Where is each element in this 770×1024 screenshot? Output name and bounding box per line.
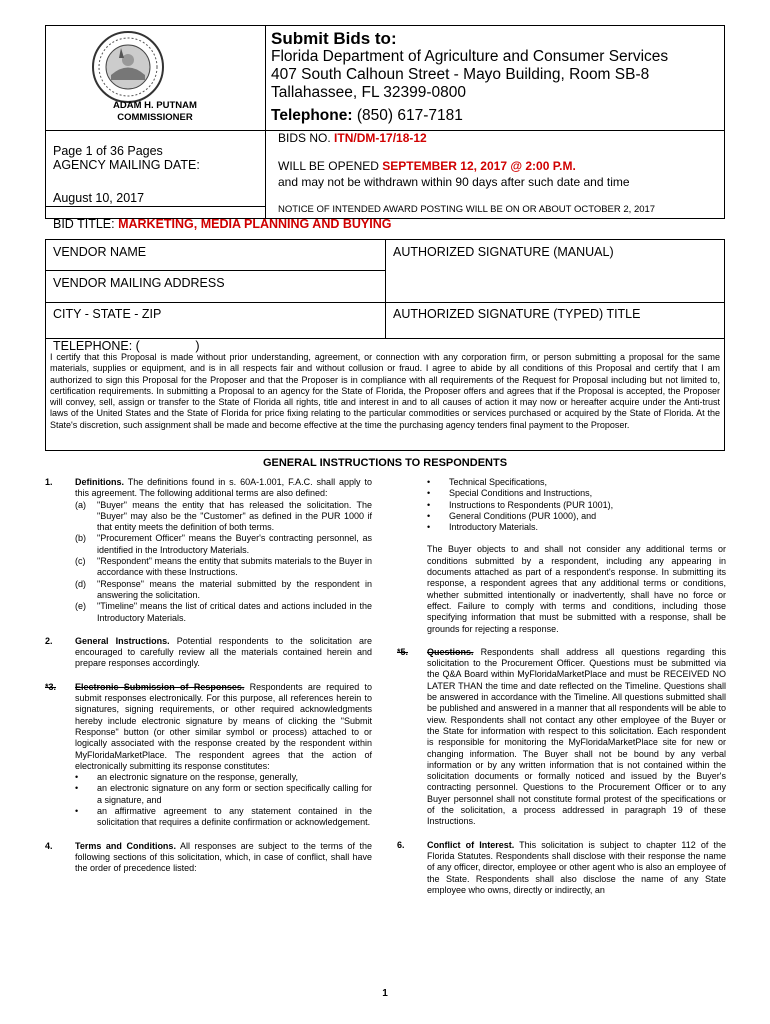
section-6-text: This solicitation is subject to chapter 112 of the Florida Statutes. Respondents shall disclose with their response the name of any officer, director, employee or other agent who is also an employee of the State. Respondents shall also disclose the name of any State employee who owns, directly or indirectly, an [427, 839, 727, 895]
commissioner-title: COMMISSIONER [117, 112, 193, 123]
definition-item: (e) "Timeline" means the list of critical dates and actions included in the Introductory Materials. [75, 601, 372, 623]
right-column [397, 477, 726, 896]
section-4 [45, 841, 372, 875]
definition-item: (b) "Procurement Officer" means the Buyer's contracting personnel, as identified in the Introductory Materials. [75, 533, 372, 555]
section-4-title: Terms and Conditions. [75, 840, 176, 851]
section-3-text: Respondents are required to submit responses electronically. For this purpose, all references herein to signatures, signing requirements, or other required acknowledgments hereby include electronic signature by means of clicking the "Submit Response" button (or other similar symbol or process) attached to or logically associated with the response created by the respondent within MyFloridaMarketPlace. The respondent agrees that the action of electronically submitting its response constitutes: [75, 681, 372, 771]
section-6 [397, 840, 726, 896]
definition-item: (a) "Buyer" means the entity that has released the solicitation. The "Buyer" may also be the "Customer" as defined in the PUR 1000 if that entity meets the definition of both terms. [75, 499, 372, 533]
vendor-rule-1 [45, 270, 385, 271]
address-line-3: Tallahassee, FL 32399-0800 [271, 84, 467, 101]
list-item: • Instructions to Respondents (PUR 1001), [427, 500, 726, 511]
list-item: • General Conditions (PUR 1000), and [427, 511, 726, 522]
page-number: 1 [382, 988, 388, 999]
vendor-telephone-label[interactable]: TELEPHONE: ( ) [53, 339, 200, 353]
bids-no-label: BIDS NO. [278, 131, 331, 145]
left-column [45, 477, 372, 875]
section-5 [397, 647, 726, 828]
agency-mailing-label: AGENCY MAILING DATE: [53, 158, 200, 172]
bids-no-value: ITN/DM-17/18-12 [334, 131, 427, 145]
telephone-line [271, 107, 463, 125]
list-item: • an electronic signature on the response, generally, [75, 772, 372, 783]
section-6-number: 6. [397, 839, 405, 850]
section-1 [45, 477, 372, 624]
section-3-bullets [75, 772, 372, 828]
vendor-rule-2 [45, 302, 725, 303]
signature-typed-label[interactable]: AUTHORIZED SIGNATURE (TYPED) TITLE [393, 307, 641, 321]
telephone-label: Telephone: [271, 107, 353, 124]
list-item: • an electronic signature on any form or section specifically calling for a signature, and [75, 783, 372, 806]
section-3 [45, 682, 372, 829]
vendor-mailing-label[interactable]: VENDOR MAILING ADDRESS [53, 276, 225, 290]
telephone-number: (850) 617-7181 [356, 107, 463, 124]
section-1-number: 1. [45, 477, 53, 487]
section-4-bullets [397, 477, 726, 533]
header-rule-left [45, 130, 265, 131]
section-5-text: Respondents shall address all questions regarding this solicitation to the Procurement Officer. Questions must be submitted via the Q&A Board within MyFloridaMarketPlace and must be RECEIVED NO LATER THAN the time and date reflected on the Timeline. Questions shall be answered in accordance with the Timeline. All questions submitted shall be published and answered in a manner that all respondents will be able to view. Respondents shall not contact any other employee of the Buyer or the State for information with respect to this solicitation. Each respondent is responsible for monitoring the MyFloridaMarketPlace site for new or changing information. The Buyer shall not be bound by any verbal information or by any written information that is not contained within the solicitation documents or formally noticed and issued by the Buyer's contracting personnel. Questions to the Procurement Officer or to any Buyer personnel shall not constitute formal protest of the specifications or of the solicitation, a process addressed in paragraph 19 of these Instructions. [427, 646, 726, 827]
opened-date: SEPTEMBER 12, 2017 @ 2:00 P.M. [382, 159, 576, 173]
submit-title: Submit Bids to: [271, 29, 397, 48]
section-4-continuation: The Buyer objects to and shall not consider any additional terms or conditions submitted by a respondent, including any appearing in documents attached as part of a respondent's response. In submitting its response, a respondent agrees that any additional terms or conditions, whether submitted intentionally or inadvertently, shall have no force or effect. Failure to comply with terms and conditions, including those specifying information that must be submitted with a response, shall be grounds for rejecting a response. [427, 544, 726, 634]
header-rule-left2 [45, 206, 265, 207]
address-line-2: 407 South Calhoun Street - Mayo Building, Room SB-8 [271, 66, 650, 83]
section-2 [45, 636, 372, 670]
section-1-text: The definitions found in s. 60A-1.001, F.A.C. shall apply to this agreement. The following additional terms are also defined: [75, 477, 372, 499]
section-1-title: Definitions. [75, 477, 124, 487]
certification-text: I certify that this Proposal is made without prior understanding, agreement, or connection with any corporation firm, or person submitting a proposal for the same materials, supplies or equipment, and is in all respects fair and without collusion or fraud. I agree to abide by all conditions of this Proposal and certify that I am authorized to sign this Proposal for the Proposer and that the Proposer is in compliance with all requirements of the Request for Proposal including but not limited to, certification requirements. In submitting a Proposal to an agency for the State of Florida, the Proposer offers and agrees that if the Proposal is accepted, the Proposer will convey, sell, assign or transfer to the State of Florida all rights, title and interest in and to all causes of action it may now or hereafter acquire under the Anti-trust laws of the United States and the State of Florida for price fixing relating to the particular commodities or services purchased or acquired by the State of Florida. At the State's discretion, such assignment shall be made and become effective at the time the purchasing agency tenders final payment to the Proposer. [50, 352, 720, 430]
section-5-number: *5. [397, 646, 409, 657]
page-info: Page 1 of 36 Pages [53, 144, 163, 158]
state-seal-icon [91, 30, 165, 104]
vendor-divider [385, 239, 386, 339]
definition-item: (c) "Respondent" means the entity that submits materials to the Buyer in accordance with these Instructions. [75, 556, 372, 578]
bids-no-line [278, 131, 427, 145]
mailing-date: August 10, 2017 [53, 191, 145, 205]
section-3-title: Electronic Submission of Responses. [75, 681, 245, 692]
signature-manual-label[interactable]: AUTHORIZED SIGNATURE (MANUAL) [393, 245, 614, 259]
list-item: • Introductory Materials. [427, 522, 726, 533]
section-6-title: Conflict of Interest. [427, 839, 515, 850]
withdraw-note: and may not be withdrawn within 90 days after such date and time [278, 175, 630, 189]
vendor-name-label[interactable]: VENDOR NAME [53, 245, 147, 259]
section-2-title: General Instructions. [75, 635, 170, 646]
opened-line [278, 159, 576, 173]
instructions-heading: GENERAL INSTRUCTIONS TO RESPONDENTS [262, 457, 508, 469]
section-2-number: 2. [45, 635, 53, 646]
list-item: • Special Conditions and Instructions, [427, 488, 726, 499]
opened-label: WILL BE OPENED [278, 159, 379, 173]
section-4-text: All responses are subject to the terms of the following sections of this solicitation, which, in case of conflict, shall have the order of precedence listed: [75, 840, 373, 874]
definition-item: (d) "Response" means the material submitted by the respondent in answering the solicitation. [75, 578, 372, 600]
section-4-number: 4. [45, 840, 53, 851]
bid-title-line [53, 217, 391, 231]
city-state-zip-label[interactable]: CITY - STATE - ZIP [53, 307, 162, 321]
section-2-text: Potential respondents to the solicitation are encouraged to carefully review all the materials contained herein and prepare responses accordingly. [75, 635, 373, 669]
list-item: • Technical Specifications, [427, 477, 726, 488]
section-5-title: Questions. [427, 646, 474, 657]
award-notice: NOTICE OF INTENDED AWARD POSTING WILL BE ON OR ABOUT OCTOBER 2, 2017 [278, 204, 656, 215]
address-line-1: Florida Department of Agriculture and Consumer Services [271, 48, 669, 65]
bid-title-label: BID TITLE: [53, 217, 115, 231]
list-item: • an affirmative agreement to any statement contained in the solicitation that requires a definite confirmation or acknowledgement. [75, 806, 372, 829]
section-3-number: *3. [45, 681, 57, 692]
commissioner-name: ADAM H. PUTNAM [113, 100, 197, 111]
header-divider [265, 25, 266, 219]
bid-title-value: MARKETING, MEDIA PLANNING AND BUYING [118, 217, 392, 231]
